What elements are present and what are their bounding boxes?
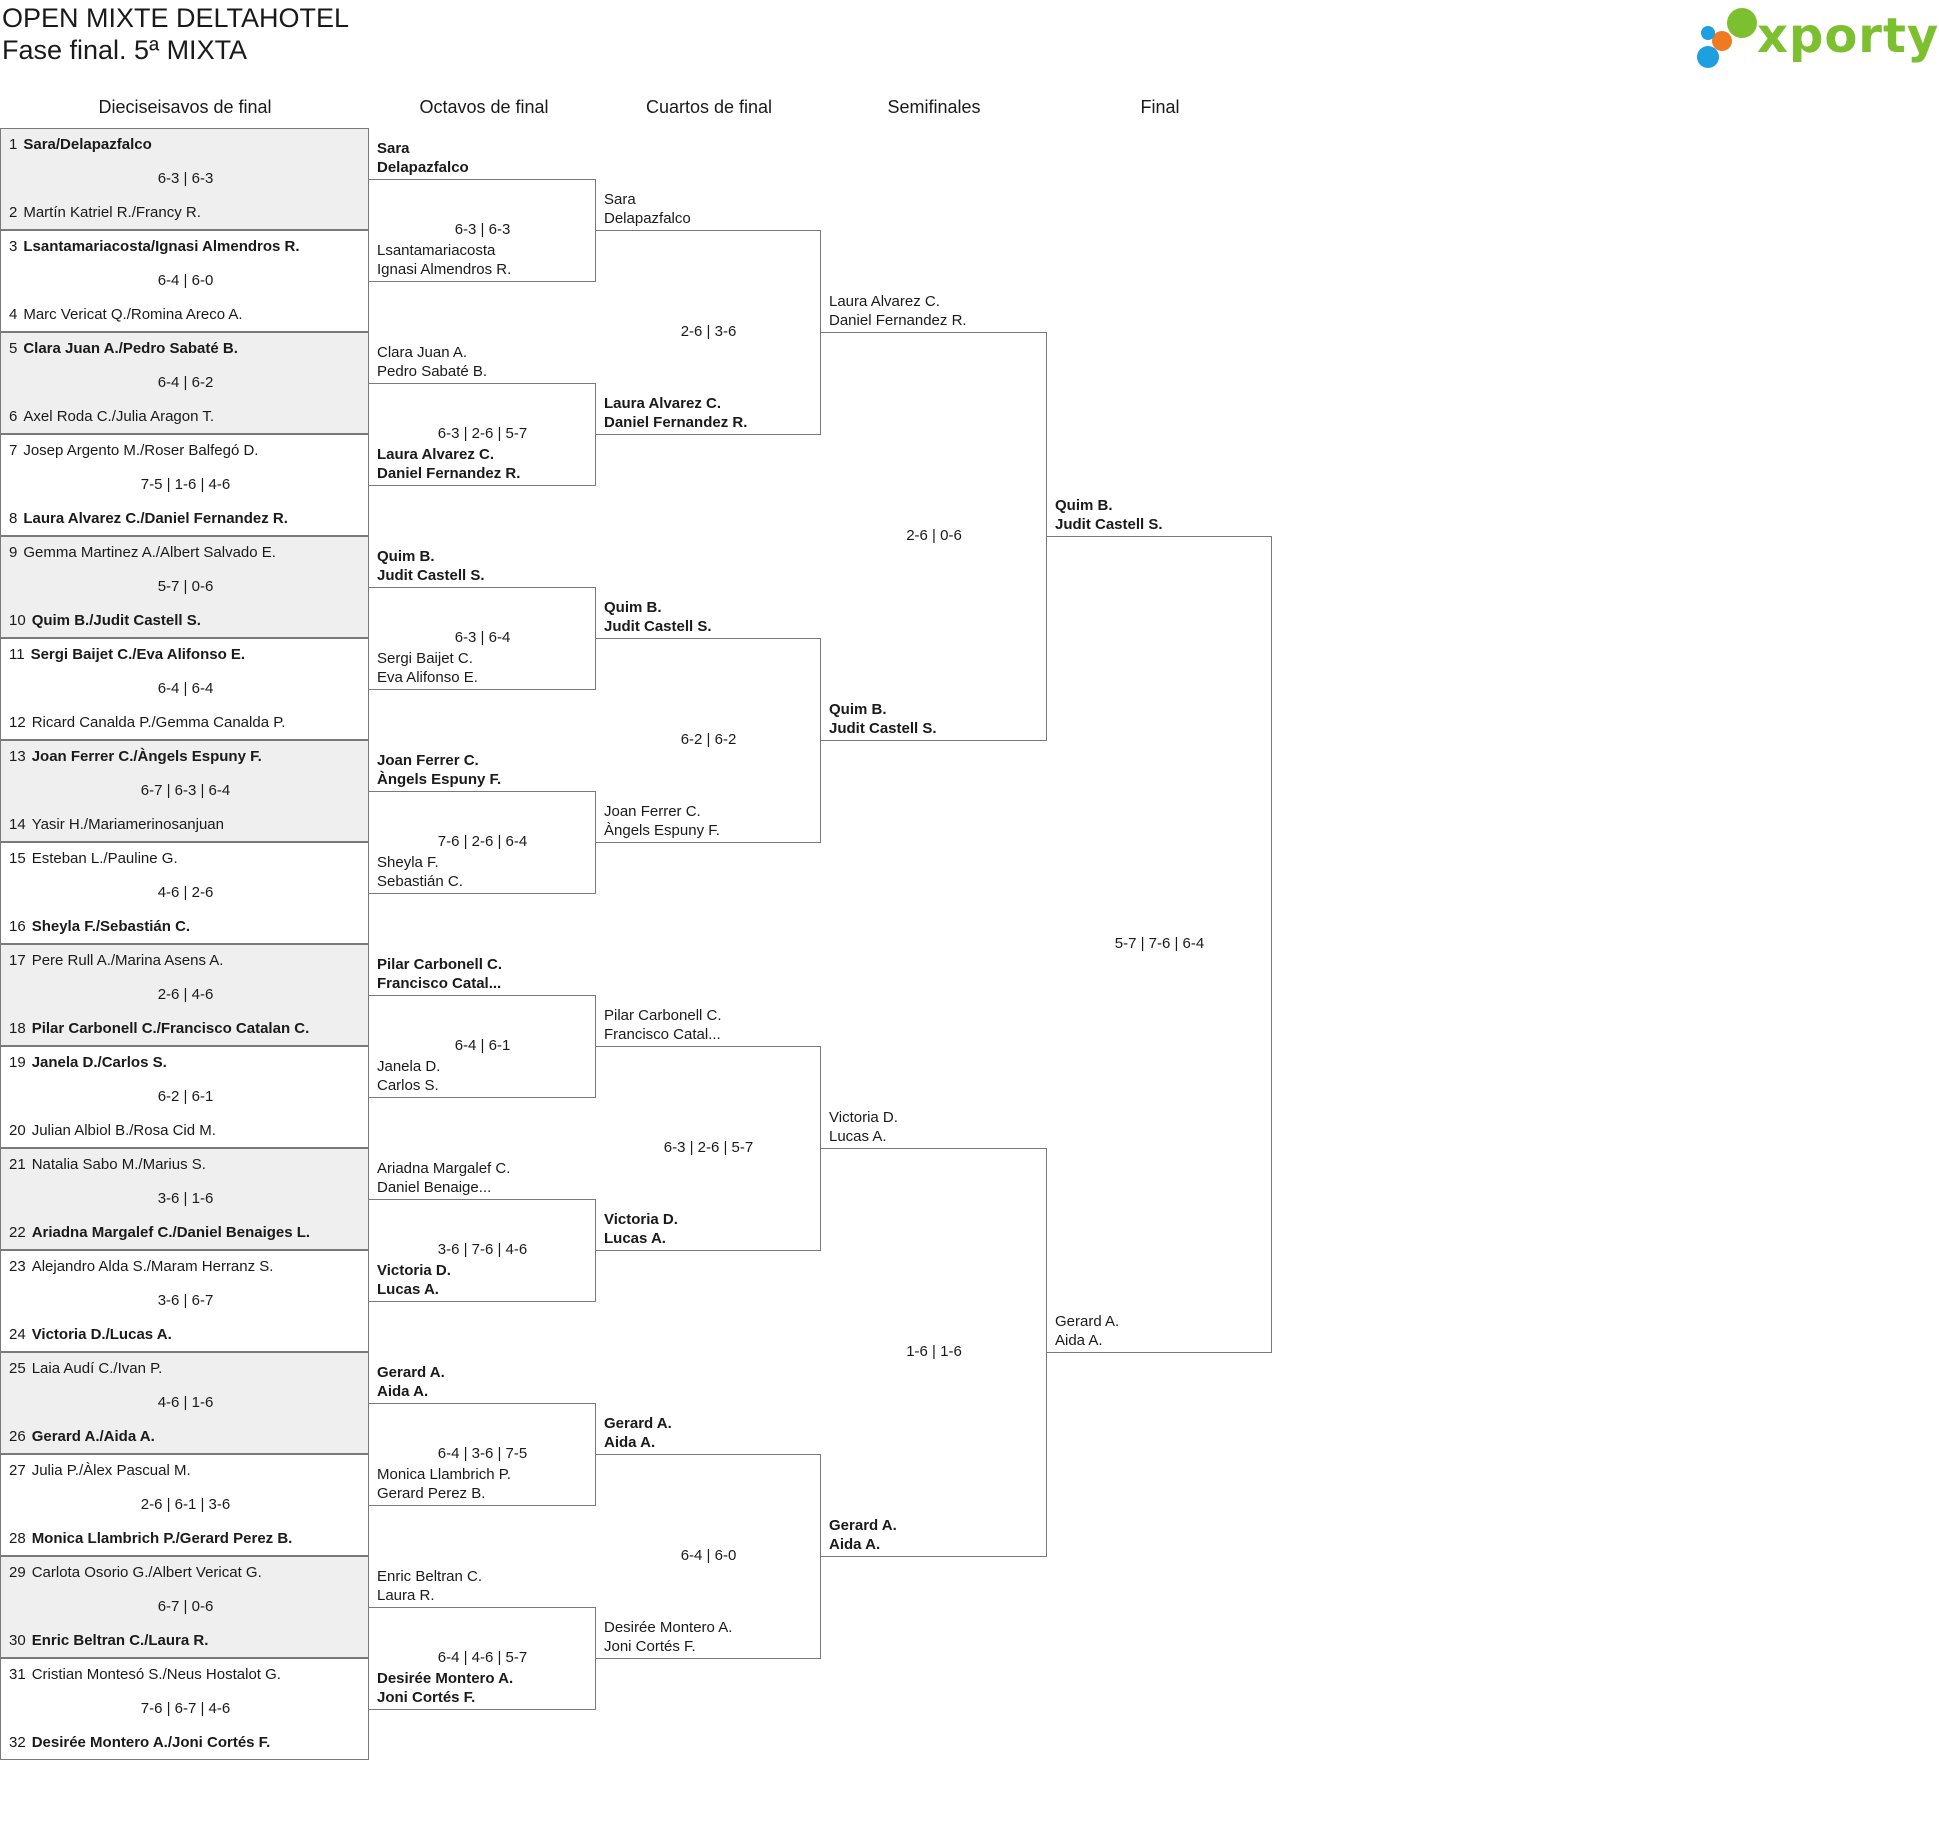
- seed-number: 18: [9, 1020, 26, 1037]
- team-name: Gemma Martinez A./Albert Salvado E.: [23, 544, 276, 561]
- player-name: Ariadna Margalef C.: [377, 1160, 511, 1177]
- player-name: Carlos S.: [377, 1077, 439, 1094]
- match-score: 6-3 | 2-6 | 5-7: [437, 425, 528, 442]
- team-a: [9, 1156, 206, 1173]
- team-a: [604, 598, 712, 636]
- team-b: [377, 649, 478, 687]
- team-a: [9, 136, 152, 153]
- match-r1: [0, 944, 369, 1046]
- team-b: [9, 816, 224, 833]
- match-r1: [0, 740, 369, 842]
- seed-number: 2: [9, 204, 18, 221]
- match-score: 6-3 | 2-6 | 5-7: [663, 1139, 754, 1156]
- team-a: [9, 1360, 162, 1377]
- team-b: [9, 1530, 292, 1547]
- round-title: Semifinales: [887, 97, 981, 117]
- match-r1: [0, 230, 369, 332]
- player-name: Aida A.: [604, 1434, 656, 1451]
- player-name: Eva Alifonso E.: [377, 669, 478, 686]
- team-a: [9, 850, 178, 867]
- match-r1: [0, 1352, 369, 1454]
- team-a: [604, 1414, 672, 1452]
- team-name: Esteban L./Pauline G.: [31, 850, 178, 867]
- xporty-logo: [1695, 4, 1939, 74]
- logo-dot-green-icon: [1727, 8, 1757, 38]
- team-a: [829, 292, 967, 330]
- match-score: 6-4 | 4-6 | 5-7: [437, 1649, 528, 1666]
- seed-number: 32: [9, 1734, 26, 1751]
- player-name: Daniel Fernandez R.: [604, 414, 748, 431]
- player-name: Laura R.: [377, 1587, 435, 1604]
- player-name: Laura Alvarez C.: [829, 293, 940, 310]
- team-a: [9, 1666, 281, 1683]
- seed-number: 4: [9, 306, 18, 323]
- team-b: [9, 1734, 270, 1751]
- team-a: [9, 442, 258, 459]
- team-b: [604, 394, 747, 432]
- match-score: 2-6 | 6-1 | 3-6: [140, 1496, 231, 1513]
- team-a: [377, 139, 469, 177]
- player-name: Quim B.: [829, 701, 887, 718]
- player-name: Quim B.: [1055, 497, 1113, 514]
- team-b: [377, 1057, 440, 1095]
- match-score: 2-6 | 3-6: [680, 323, 737, 340]
- player-name: Daniel Benaige...: [377, 1179, 492, 1196]
- seed-number: 22: [9, 1224, 26, 1241]
- player-name: Laura Alvarez C.: [604, 395, 721, 412]
- seed-number: 30: [9, 1632, 26, 1649]
- team-b: [9, 408, 214, 425]
- match-score: 3-6 | 6-7: [157, 1292, 214, 1309]
- player-name: Delapazfalco: [604, 210, 691, 227]
- match-score: 6-2 | 6-2: [680, 731, 737, 748]
- player-name: Judit Castell S.: [604, 618, 712, 635]
- team-a: [1055, 496, 1163, 534]
- logo-dot-blue-small-icon: [1701, 26, 1715, 40]
- round-title: Final: [1140, 97, 1180, 117]
- player-name: Gerard A.: [829, 1517, 897, 1534]
- team-a: [377, 751, 501, 789]
- player-name: Victoria D.: [377, 1262, 451, 1279]
- match-score: 7-6 | 2-6 | 6-4: [437, 833, 528, 850]
- team-name: Desirée Montero A./Joni Cortés F.: [31, 1734, 271, 1751]
- team-name: Victoria D./Lucas A.: [31, 1326, 172, 1343]
- page-title: OPEN MIXTE DELTAHOTEL: [2, 3, 350, 33]
- player-name: Daniel Fernandez R.: [829, 312, 967, 329]
- match-score: 4-6 | 1-6: [157, 1394, 214, 1411]
- team-b: [9, 918, 190, 935]
- seed-number: 21: [9, 1156, 26, 1173]
- match-r1: [0, 1250, 369, 1352]
- seed-number: 13: [9, 748, 26, 765]
- player-name: Francisco Catal...: [604, 1026, 721, 1043]
- match-score: 6-4 | 6-0: [680, 1547, 737, 1564]
- player-name: Clara Juan A.: [377, 344, 468, 361]
- seed-number: 15: [9, 850, 26, 867]
- team-a: [9, 1462, 191, 1479]
- team-a: [604, 190, 691, 228]
- player-name: Laura Alvarez C.: [377, 446, 494, 463]
- round-title: Octavos de final: [419, 97, 549, 117]
- match-score: 2-6 | 0-6: [906, 527, 962, 544]
- player-name: Delapazfalco: [377, 159, 469, 176]
- team-a: [377, 955, 502, 993]
- team-b: [9, 510, 288, 527]
- player-name: Joni Cortés F.: [604, 1638, 696, 1655]
- player-name: Pilar Carbonell C.: [377, 956, 503, 973]
- team-name: Enric Beltran C./Laura R.: [31, 1632, 209, 1649]
- team-b: [829, 1516, 897, 1554]
- player-name: Aida A.: [377, 1383, 429, 1400]
- match-score: 3-6 | 7-6 | 4-6: [437, 1241, 528, 1258]
- seed-number: 7: [9, 442, 18, 459]
- team-name: Yasir H./Mariamerinosanjuan: [31, 816, 224, 833]
- logo-text: xporty: [1757, 8, 1939, 64]
- team-b: [829, 700, 937, 738]
- seed-number: 6: [9, 408, 18, 425]
- seed-number: 16: [9, 918, 26, 935]
- seed-number: 19: [9, 1054, 26, 1071]
- team-name: Carlota Osorio G./Albert Vericat G.: [31, 1564, 262, 1581]
- team-name: Natalia Sabo M./Marius S.: [31, 1156, 206, 1173]
- team-b: [9, 1122, 216, 1139]
- team-b: [9, 714, 285, 731]
- team-name: Pilar Carbonell C./Francisco Catalan C.: [31, 1020, 310, 1037]
- player-name: Aida A.: [829, 1536, 881, 1553]
- team-name: Julia P./Àlex Pascual M.: [31, 1462, 191, 1479]
- team-name: Gerard A./Aida A.: [31, 1428, 155, 1445]
- player-name: Àngels Espuny F.: [604, 822, 720, 839]
- match-score: 6-3 | 6-3: [454, 221, 511, 238]
- team-b: [377, 445, 520, 483]
- match-r1: [0, 842, 369, 944]
- team-name: Sara/Delapazfalco: [23, 136, 152, 153]
- player-name: Desirée Montero A.: [377, 1670, 514, 1687]
- seed-number: 11: [9, 646, 25, 663]
- player-name: Joan Ferrer C.: [604, 803, 701, 820]
- player-name: Quim B.: [377, 548, 435, 565]
- match-r1: [0, 128, 369, 230]
- match-r1: [0, 332, 369, 434]
- seed-number: 9: [9, 544, 18, 561]
- player-name: Daniel Fernandez R.: [377, 465, 521, 482]
- player-name: Pilar Carbonell C.: [604, 1007, 722, 1024]
- player-name: Quim B.: [604, 599, 662, 616]
- player-name: Aida A.: [1055, 1332, 1103, 1349]
- match-r1: [0, 1148, 369, 1250]
- team-b: [9, 1428, 155, 1445]
- team-name: Sergi Baijet C./Eva Alifonso E.: [30, 646, 246, 663]
- team-a: [377, 547, 485, 585]
- team-b: [377, 241, 511, 279]
- player-name: Judit Castell S.: [377, 567, 485, 584]
- team-a: [829, 1108, 898, 1146]
- player-name: Lucas A.: [829, 1128, 887, 1145]
- match-score: 6-7 | 0-6: [157, 1598, 214, 1615]
- player-name: Lucas A.: [604, 1230, 666, 1247]
- seed-number: 31: [9, 1666, 26, 1683]
- team-b: [604, 802, 720, 840]
- team-b: [377, 1669, 513, 1707]
- team-a: [604, 1006, 722, 1044]
- match-r1: [0, 1454, 369, 1556]
- player-name: Monica Llambrich P.: [377, 1466, 511, 1483]
- match-score: 6-4 | 6-4: [157, 680, 214, 697]
- player-name: Sara: [604, 191, 636, 208]
- team-a: [9, 952, 223, 969]
- seed-number: 12: [9, 714, 26, 731]
- player-name: Sergi Baijet C.: [377, 650, 473, 667]
- seed-number: 3: [9, 238, 18, 255]
- match-r1: [0, 1556, 369, 1658]
- seed-number: 28: [9, 1530, 26, 1547]
- match-r1: [0, 1658, 369, 1760]
- logo-dot-blue-large-icon: [1697, 46, 1719, 68]
- team-name: Lsantamariacosta/Ignasi Almendros R.: [23, 238, 300, 255]
- match-score: 6-7 | 6-3 | 6-4: [140, 782, 231, 799]
- round-title: Dieciseisavos de final: [98, 97, 272, 117]
- seed-number: 14: [9, 816, 26, 833]
- seed-number: 20: [9, 1122, 26, 1139]
- player-name: Judit Castell S.: [1055, 516, 1163, 533]
- team-b: [604, 1618, 732, 1656]
- team-b: [9, 1632, 208, 1649]
- team-b: [9, 612, 201, 629]
- seed-number: 10: [9, 612, 26, 629]
- match-score: 6-3 | 6-3: [157, 170, 214, 187]
- team-a: [9, 748, 262, 765]
- player-name: Gerard A.: [1055, 1313, 1120, 1330]
- match-score: 6-4 | 6-1: [454, 1037, 511, 1054]
- team-b: [9, 1020, 309, 1037]
- team-a: [377, 343, 487, 381]
- seed-number: 24: [9, 1326, 26, 1343]
- team-name: Pere Rull A./Marina Asens A.: [31, 952, 224, 969]
- team-a: [377, 1567, 482, 1605]
- player-name: Victoria D.: [829, 1109, 898, 1126]
- seed-number: 27: [9, 1462, 26, 1479]
- player-name: Judit Castell S.: [829, 720, 937, 737]
- match-r1: [0, 1046, 369, 1148]
- team-name: Clara Juan A./Pedro Sabaté B.: [23, 340, 238, 357]
- team-b: [377, 853, 463, 891]
- team-name: Laia Audí C./Ivan P.: [31, 1360, 163, 1377]
- seed-number: 17: [9, 952, 26, 969]
- round-title: Cuartos de final: [645, 97, 773, 117]
- match-score: 6-4 | 6-2: [157, 374, 214, 391]
- team-a: [9, 1564, 262, 1581]
- seed-number: 29: [9, 1564, 26, 1581]
- player-name: Victoria D.: [604, 1211, 678, 1228]
- match-score: 6-3 | 6-4: [454, 629, 511, 646]
- player-name: Gerard A.: [604, 1415, 672, 1432]
- seed-number: 5: [9, 340, 18, 357]
- team-a: [9, 1054, 167, 1071]
- team-b: [9, 1224, 310, 1241]
- match-score: 5-7 | 7-6 | 6-4: [1114, 935, 1205, 952]
- team-a: [377, 1159, 510, 1197]
- match-r1: [0, 434, 369, 536]
- match-score: 1-6 | 1-6: [906, 1343, 962, 1360]
- player-name: Gerard A.: [377, 1364, 445, 1381]
- team-b: [9, 204, 201, 221]
- match-score: 6-4 | 3-6 | 7-5: [437, 1445, 528, 1462]
- match-score: 3-6 | 1-6: [157, 1190, 214, 1207]
- team-name: Joan Ferrer C./Àngels Espuny F.: [31, 748, 262, 765]
- player-name: Sebastián C.: [377, 873, 463, 890]
- team-name: Martín Katriel R./Francy R.: [23, 204, 201, 221]
- team-a: [9, 646, 245, 663]
- team-b: [9, 1326, 172, 1343]
- team-a: [9, 1258, 273, 1275]
- team-name: Ricard Canalda P./Gemma Canalda P.: [31, 714, 286, 731]
- team-b: [9, 306, 243, 323]
- seed-number: 1: [9, 136, 18, 153]
- seed-number: 26: [9, 1428, 26, 1445]
- match-score: 6-4 | 6-0: [157, 272, 214, 289]
- player-name: Joni Cortés F.: [377, 1689, 476, 1706]
- team-name: Josep Argento M./Roser Balfegó D.: [23, 442, 259, 459]
- player-name: Joan Ferrer C.: [377, 752, 479, 769]
- match-score: 4-6 | 2-6: [157, 884, 214, 901]
- player-name: Sheyla F.: [377, 854, 439, 871]
- player-name: Sara: [377, 140, 410, 157]
- match-score: 2-6 | 4-6: [157, 986, 214, 1003]
- player-name: Desirée Montero A.: [604, 1619, 733, 1636]
- player-name: Janela D.: [377, 1058, 441, 1075]
- seed-number: 25: [9, 1360, 26, 1377]
- player-name: Ignasi Almendros R.: [377, 261, 512, 278]
- team-name: Monica Llambrich P./Gerard Perez B.: [31, 1530, 293, 1547]
- match-score: 7-6 | 6-7 | 4-6: [140, 1700, 231, 1717]
- team-b: [604, 1210, 678, 1248]
- team-b: [377, 1261, 451, 1299]
- team-name: Cristian Montesó S./Neus Hostalot G.: [31, 1666, 281, 1683]
- team-name: Sheyla F./Sebastián C.: [31, 918, 191, 935]
- team-name: Axel Roda C./Julia Aragon T.: [23, 408, 215, 425]
- team-name: Marc Vericat Q./Romina Areco A.: [23, 306, 243, 323]
- team-name: Laura Alvarez C./Daniel Fernandez R.: [23, 510, 288, 527]
- team-name: Janela D./Carlos S.: [31, 1054, 167, 1071]
- team-a: [9, 340, 238, 357]
- player-name: Àngels Espuny F.: [377, 771, 502, 788]
- team-b: [377, 1465, 511, 1503]
- team-a: [9, 238, 300, 255]
- team-name: Ariadna Margalef C./Daniel Benaiges L.: [31, 1224, 311, 1241]
- team-b: [1055, 1312, 1119, 1350]
- player-name: Enric Beltran C.: [377, 1568, 483, 1585]
- match-score: 7-5 | 1-6 | 4-6: [140, 476, 231, 493]
- seed-number: 8: [9, 510, 18, 527]
- team-name: Quim B./Judit Castell S.: [31, 612, 201, 629]
- team-a: [9, 544, 276, 561]
- player-name: Lsantamariacosta: [377, 242, 496, 259]
- match-r1: [0, 638, 369, 740]
- team-a: [377, 1363, 445, 1401]
- player-name: Francisco Catal...: [377, 975, 502, 992]
- seed-number: 23: [9, 1258, 26, 1275]
- match-r1: [0, 536, 369, 638]
- team-name: Alejandro Alda S./Maram Herranz S.: [31, 1258, 274, 1275]
- player-name: Pedro Sabaté B.: [377, 363, 488, 380]
- page-subtitle: Fase final. 5ª MIXTA: [2, 35, 248, 65]
- player-name: Lucas A.: [377, 1281, 439, 1298]
- player-name: Gerard Perez B.: [377, 1485, 486, 1502]
- team-name: Julian Albiol B./Rosa Cid M.: [31, 1122, 216, 1139]
- match-score: 5-7 | 0-6: [157, 578, 214, 595]
- match-score: 6-2 | 6-1: [157, 1088, 214, 1105]
